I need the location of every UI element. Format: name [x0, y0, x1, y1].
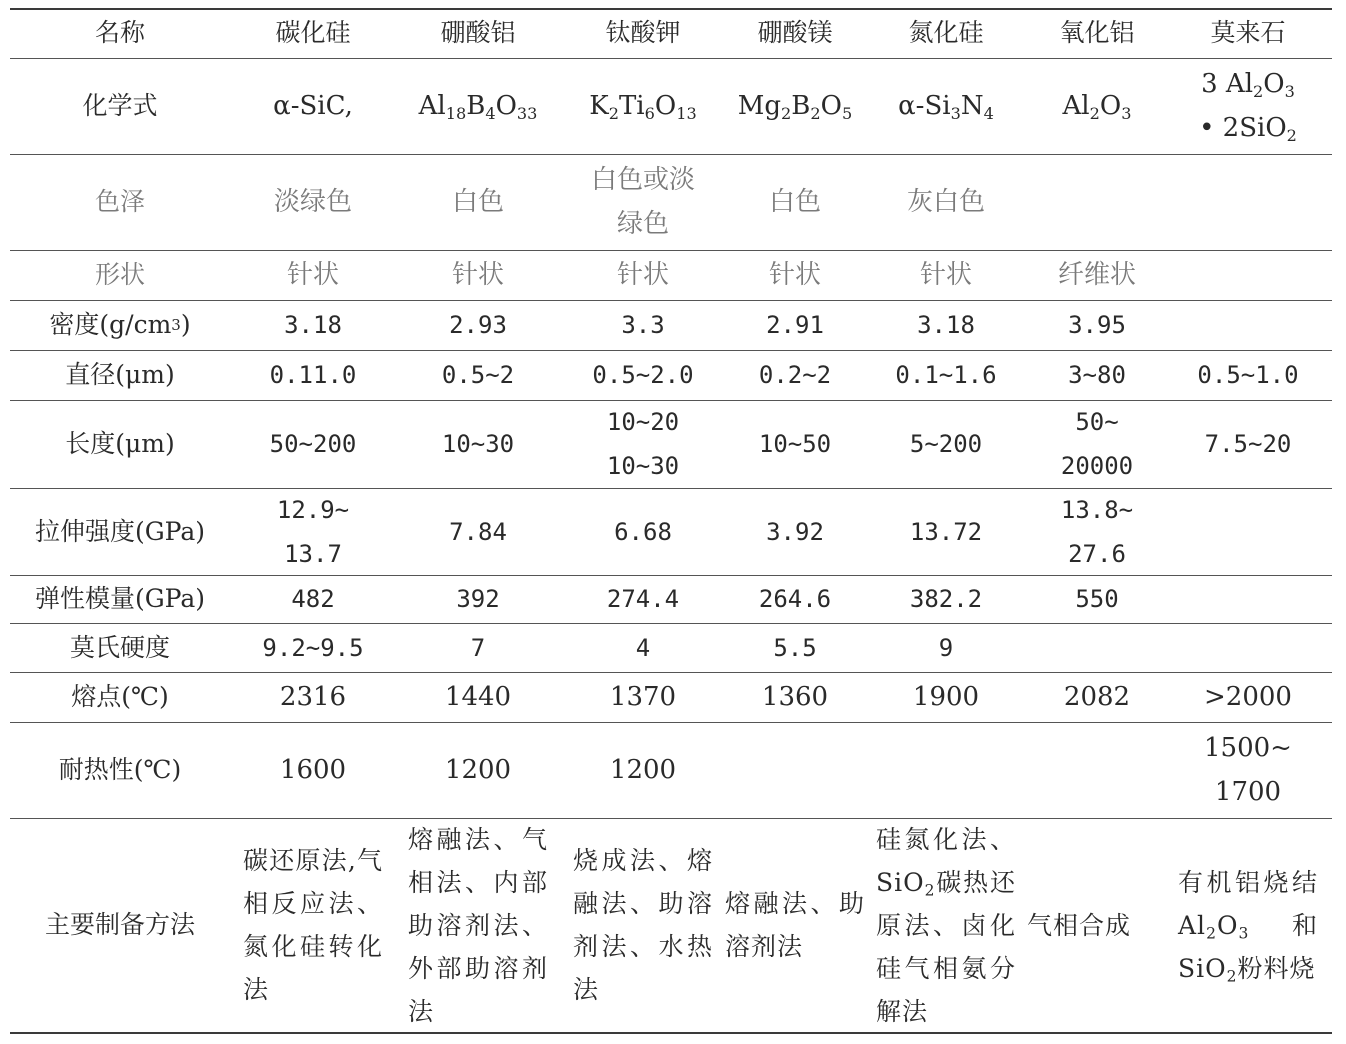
modulus-cell	[1173, 575, 1323, 623]
method-cell	[1178, 818, 1318, 1032]
row-label-color: 色泽	[94, 187, 145, 216]
column-header: 钛酸钾	[605, 18, 681, 47]
tensile-cell: 3.92	[766, 517, 824, 546]
color-cell: 白色	[768, 187, 821, 217]
text-run: 熔融法、助溶剂法	[725, 889, 865, 961]
length-cell: 10~20 10~30	[606, 408, 680, 480]
rich-text	[273, 84, 353, 128]
text-run: B	[466, 91, 486, 121]
tensile-cell: 6.68	[614, 517, 672, 546]
melting-cell: 1900	[912, 682, 980, 712]
row-label-hardness: 莫氏硬度	[69, 632, 170, 662]
label-text: )	[180, 310, 191, 339]
text-run: Al	[1062, 91, 1090, 121]
label-text: 密度(g/cm	[49, 310, 172, 339]
formula-cell	[720, 58, 870, 154]
length-cell: 50~200	[269, 430, 357, 458]
melting-cell: 1370	[609, 682, 677, 712]
subscript: 2	[1226, 967, 1238, 986]
column-header: 莫来石	[1210, 18, 1286, 47]
melting-cell: 1360	[761, 682, 829, 712]
heat-cell	[1022, 722, 1172, 818]
rich-text	[1178, 861, 1318, 990]
density-cell: 3.95	[1068, 311, 1126, 339]
shape-cell: 纤维状	[1057, 260, 1136, 290]
density-cell: 3.3	[621, 311, 665, 339]
text-run: K	[589, 91, 609, 121]
melting-cell: >2000	[1204, 682, 1292, 712]
subscript: 2	[924, 881, 936, 900]
hardness-cell: 9.2~9.5	[262, 633, 364, 662]
tensile-cell: 13.8~ 27.6	[1060, 495, 1134, 568]
melting-cell: 1440	[444, 682, 512, 712]
table-rule	[10, 1032, 1332, 1034]
row-label-formula: 化学式	[82, 91, 158, 120]
subscript: 2	[1253, 81, 1264, 101]
subscript: 13	[676, 103, 697, 123]
tensile-cell: 13.72	[909, 517, 983, 546]
hardness-cell: 4	[635, 633, 651, 662]
text-run: O	[1099, 91, 1122, 121]
formula-cell	[1022, 58, 1172, 154]
diameter-cell: 0.2~2	[758, 361, 832, 389]
text-run: 有机铝烧结Al	[1178, 867, 1318, 940]
subscript: 3	[1284, 81, 1295, 101]
formula-cell	[1173, 58, 1323, 154]
row-label-melting: 熔点(℃)	[71, 682, 169, 711]
subscript: 2	[1286, 125, 1297, 145]
color-cell	[1022, 154, 1172, 250]
method-cell	[243, 818, 383, 1032]
text-run: 和SiO	[1178, 910, 1318, 983]
tensile-cell: 12.9~ 13.7	[276, 495, 350, 568]
length-cell: 10~50	[758, 430, 832, 458]
diameter-cell: 0.5~2	[441, 361, 515, 389]
color-cell: 灰白色	[906, 187, 985, 217]
length-cell: 50~ 20000	[1060, 408, 1134, 480]
heat-cell: 1500~ 1700	[1204, 733, 1292, 807]
text-run: B	[791, 91, 811, 121]
shape-cell: 针状	[286, 260, 339, 290]
rich-text	[876, 818, 1016, 1033]
subscript: 2	[781, 103, 792, 123]
heat-cell: 1600	[279, 755, 347, 785]
rich-text	[898, 84, 994, 128]
modulus-cell: 482	[291, 585, 335, 613]
shape-cell	[1173, 250, 1323, 300]
shape-cell: 针状	[616, 260, 669, 290]
rich-text	[589, 84, 696, 128]
shape-cell: 针状	[768, 260, 821, 290]
column-header: 硼酸镁	[757, 18, 833, 47]
rich-text	[738, 84, 852, 128]
text-run: 熔融法、气相法、内部助溶剂法、外部助溶剂法	[408, 824, 548, 1026]
density-cell: 3.18	[284, 311, 342, 339]
subscript: 4	[485, 103, 496, 123]
modulus-cell: 550	[1075, 585, 1119, 613]
subscript: 2	[810, 103, 821, 123]
row-label-heat: 耐热性(℃)	[58, 755, 182, 784]
hardness-cell: 9	[938, 633, 954, 662]
length-cell: 10~30	[441, 430, 515, 458]
color-cell: 淡绿色	[273, 187, 352, 217]
modulus-cell: 274.4	[606, 585, 680, 613]
color-cell: 白色	[451, 187, 504, 217]
column-header: 碳化硅	[275, 18, 351, 47]
rich-text	[1199, 62, 1297, 150]
rich-text	[573, 839, 713, 1011]
text-run: 碳还原法,气相反应法、氮化硅转化法	[243, 846, 383, 1004]
text-run: O	[654, 91, 677, 121]
diameter-cell: 0.5~1.0	[1197, 361, 1299, 389]
column-header: 氮化硅	[908, 18, 984, 47]
modulus-cell: 392	[456, 585, 500, 613]
text-run: O	[495, 91, 517, 121]
method-cell	[573, 818, 713, 1032]
shape-cell: 针状	[451, 260, 504, 290]
row-label-diameter: 直径(μm)	[65, 360, 175, 389]
row-label-tensile: 拉伸强度(GPa)	[34, 516, 206, 546]
color-cell: 白色或淡 绿色	[590, 165, 695, 239]
hardness-cell	[1022, 623, 1172, 672]
hardness-cell: 7	[470, 633, 486, 662]
heat-cell: 1200	[444, 755, 512, 785]
text-run: 3 Al	[1201, 69, 1254, 99]
melting-cell: 2082	[1063, 682, 1131, 712]
rich-text	[1063, 84, 1132, 128]
length-cell: 5~200	[909, 430, 983, 458]
tensile-cell: 7.84	[449, 517, 507, 546]
row-label-density: 密度(g/cm 3 )	[15, 300, 225, 350]
text-run: O	[1216, 910, 1239, 940]
heat-cell	[871, 722, 1021, 818]
diameter-cell: 3~80	[1068, 361, 1126, 389]
text-run: 硅氮化法、SiO	[876, 824, 1016, 897]
text-run: 烧成法、熔融法、助溶剂法、水热法	[573, 846, 713, 1004]
diameter-cell: 0.5~2.0	[592, 361, 694, 389]
text-run: α-Si	[898, 91, 951, 121]
diameter-cell: 0.11.0	[269, 361, 357, 389]
text-run: 碳热还原法、卤化硅气相氨分解法	[876, 867, 1016, 1026]
subscript: 6	[644, 103, 655, 123]
modulus-cell: 382.2	[909, 585, 983, 613]
melting-cell: 2316	[279, 682, 347, 712]
hardness-cell: 5.5	[773, 633, 817, 662]
hardness-cell	[1173, 623, 1323, 672]
subscript: 2	[608, 103, 619, 123]
method-cell	[1027, 818, 1167, 1032]
header-name-label: 名称	[94, 18, 145, 47]
density-cell: 2.93	[449, 311, 507, 339]
density-cell	[1173, 300, 1323, 350]
text-run: Ti	[618, 91, 645, 121]
formula-cell	[563, 58, 723, 154]
text-run: Mg	[737, 91, 782, 121]
text-run: Al	[418, 91, 446, 121]
subscript: 5	[841, 103, 853, 123]
subscript: 2	[1089, 103, 1100, 123]
density-cell: 2.91	[766, 311, 824, 339]
subscript: 33	[516, 103, 538, 123]
length-cell: 7.5~20	[1204, 430, 1292, 458]
rich-text	[243, 839, 383, 1011]
subscript: 3	[950, 103, 961, 123]
modulus-cell: 264.6	[758, 585, 832, 613]
heat-cell: 1200	[609, 755, 677, 785]
column-header: 硼酸铝	[440, 18, 516, 47]
method-cell	[725, 818, 865, 1032]
rich-text	[725, 882, 865, 968]
method-cell	[876, 818, 1016, 1032]
diameter-cell: 0.1~1.6	[895, 361, 997, 389]
subscript: 2	[1206, 924, 1217, 943]
text-run: 气相合成	[1027, 910, 1132, 940]
row-label-methods: 主要制备方法	[44, 910, 195, 939]
rich-text	[408, 818, 548, 1033]
subscript: 3	[1121, 103, 1132, 123]
rich-text	[419, 84, 538, 128]
formula-cell	[871, 58, 1021, 154]
color-cell	[1173, 154, 1323, 250]
formula-cell	[398, 58, 558, 154]
column-header: 氧化铝	[1059, 18, 1135, 47]
tensile-cell	[1173, 488, 1323, 575]
subscript: 18	[445, 103, 467, 123]
text-run: O	[820, 91, 842, 121]
rich-text	[1027, 904, 1131, 947]
text-run: α-SiC,	[273, 91, 353, 121]
density-cell: 3.18	[917, 311, 975, 339]
shape-cell: 针状	[919, 260, 972, 290]
method-cell	[408, 818, 548, 1032]
row-label-modulus: 弹性模量(GPa)	[34, 584, 206, 613]
row-label-shape: 形状	[94, 260, 145, 289]
subscript: 3	[1238, 924, 1250, 943]
subscript: 4	[983, 103, 994, 123]
text-run: 粉料烧	[1237, 953, 1316, 983]
row-label-length: 长度(μm)	[65, 429, 175, 458]
formula-cell	[233, 58, 393, 154]
text-run: N	[960, 91, 984, 121]
text-run: • 2SiO	[1199, 113, 1287, 143]
text-run: O	[1263, 69, 1285, 99]
heat-cell	[720, 722, 870, 818]
